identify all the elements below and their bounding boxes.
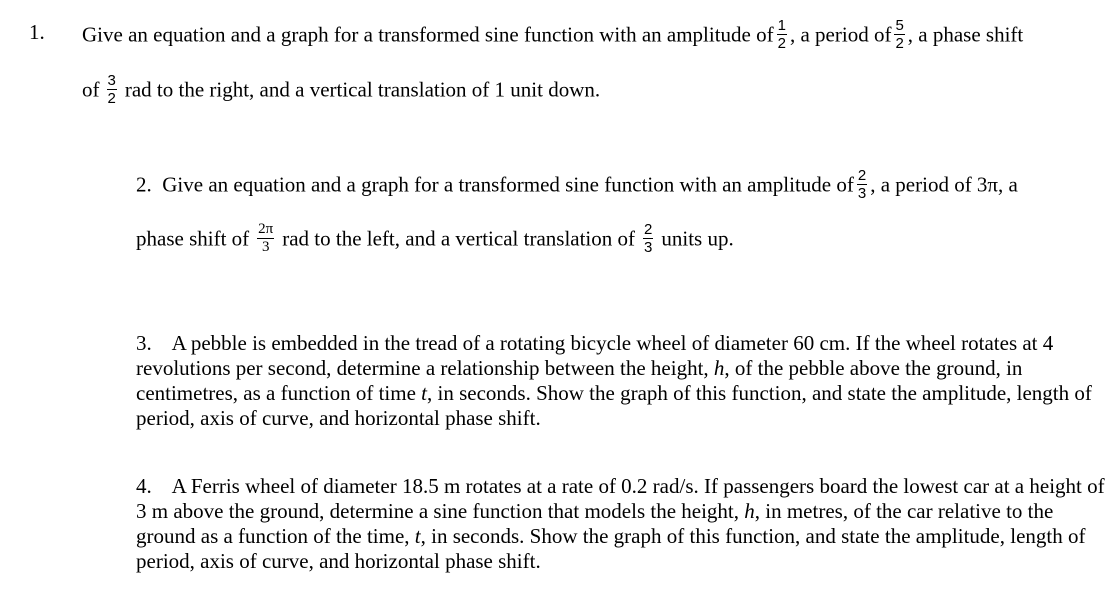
phase-shift-fraction [257,222,274,255]
variable-h: h [744,499,755,523]
question-1-text-2: , a period of [789,22,892,47]
question-4-text-2: , in metres, of the car relative to the ground as a function of the time, [136,499,1054,548]
variable-t: t [421,381,427,405]
variable-h: h [713,356,725,380]
fraction-numerator: 5 [895,17,904,34]
fraction-denominator: 3 [857,185,867,202]
fraction-denominator: 3 [644,239,653,256]
question-4-text-3: , in seconds. Show the graph of this function, and state the amplitude, length of period, axis of curve, and horizontal phase shift. [136,524,1086,573]
question-1-text-1: Give an equation and a graph for a transformed sine function with an amplitude of [82,22,774,47]
question-2-text-3: phase shift of [136,226,250,251]
fraction-numerator: 1 [777,17,786,34]
question-1-text-3: , a phase shift [907,22,1024,47]
fraction-numerator: 2 [644,221,653,238]
question-4-number: 4. [136,474,152,498]
vertical-translation-fraction [643,222,653,255]
fraction-denominator: 2 [777,35,786,52]
variable-t: t [414,524,421,548]
question-1-text-4: of [82,77,100,102]
question-2-line-2 [136,221,734,257]
question-4 [136,474,1111,574]
question-2-text-2: , a period of 3π, a [870,172,1018,197]
question-2-line-1 [136,167,1018,203]
question-4-text-1: A Ferris wheel of diameter 18.5 m rotates at a rate of 0.2 rad/s. If passengers board the lowest car at a height of 3 m above the ground, determine a sine function that models the height, [136,474,1105,523]
question-3-text-2: , of the pebble above the ground, in centimetres, as a function of time [136,356,1023,405]
question-2-text-4: rad to the left, and a vertical translation of [282,226,636,251]
fraction-denominator: 3 [261,239,270,255]
period-fraction [894,18,904,51]
fraction-numerator: 2 [857,167,867,184]
amplitude-fraction [777,18,787,51]
question-2-number: 2. [136,172,152,197]
question-1-line-2 [82,72,601,108]
question-2-text-1: Give an equation and a graph for a transformed sine function with an amplitude of [162,172,854,197]
question-2-text-5: units up. [661,226,734,251]
fraction-denominator: 2 [895,35,904,52]
phase-shift-fraction [107,73,117,106]
question-3-text-3: , in seconds. Show the graph of this function, and state the amplitude, length of period, axis of curve, and horizontal phase shift. [136,381,1092,430]
question-1-number: 1. [29,20,45,44]
question-3-number: 3. [136,331,152,355]
amplitude-fraction [857,168,867,201]
question-1-text-5: rad to the right, and a vertical translation of 1 unit down. [124,77,601,102]
question-3 [136,331,1111,431]
fraction-denominator: 2 [107,90,116,107]
fraction-numerator: 2π [258,221,274,237]
question-1-line-1 [82,17,1024,53]
fraction-numerator: 3 [107,72,116,89]
question-3-text-1: A pebble is embedded in the tread of a rotating bicycle wheel of diameter 60 cm. If the wheel rotates at 4 revolutions per second, determine a relationship between the height, [136,331,1054,380]
